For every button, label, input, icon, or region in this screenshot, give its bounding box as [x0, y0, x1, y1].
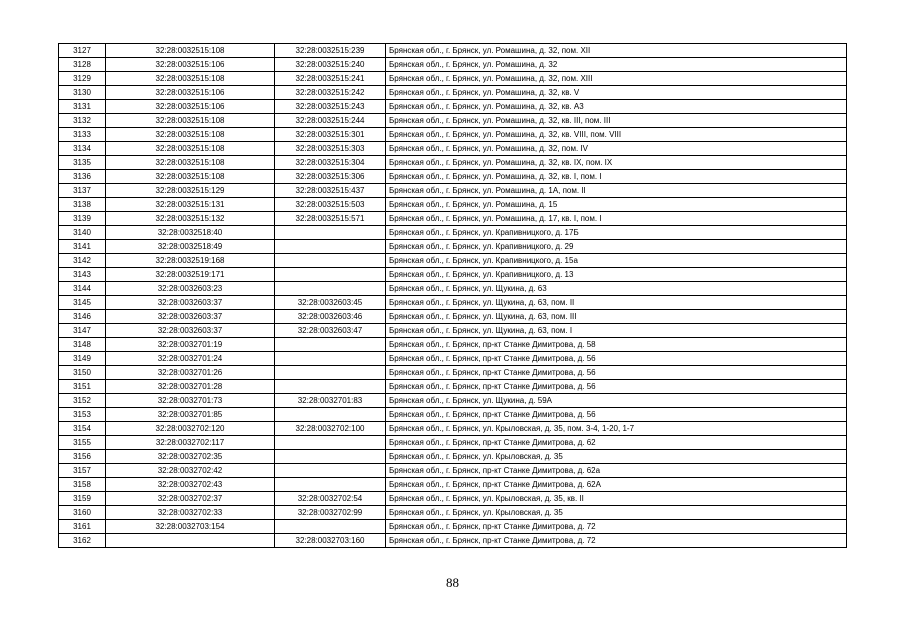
table-row — [59, 450, 847, 464]
address-cell: Брянская обл., г. Брянск, ул. Ромашина, д. 32 — [386, 58, 847, 72]
table-row — [59, 492, 847, 506]
cadastral-number-cell: 32:28:0032515:108 — [106, 72, 275, 86]
object-cadastral-number-cell: 32:28:0032603:45 — [275, 296, 386, 310]
row-number-cell: 3129 — [59, 72, 106, 86]
row-number-cell: 3143 — [59, 268, 106, 282]
address-cell: Брянская обл., г. Брянск, ул. Крапивницкого, д. 29 — [386, 240, 847, 254]
table-row — [59, 128, 847, 142]
cadastral-number-cell: 32:28:0032515:108 — [106, 114, 275, 128]
cadastral-number-cell: 32:28:0032701:73 — [106, 394, 275, 408]
row-number-cell: 3158 — [59, 478, 106, 492]
row-number-cell: 3161 — [59, 520, 106, 534]
address-cell: Брянская обл., г. Брянск, ул. Щукина, д. 63 — [386, 282, 847, 296]
cadastral-number-cell: 32:28:0032519:168 — [106, 254, 275, 268]
row-number-cell: 3151 — [59, 380, 106, 394]
object-cadastral-number-cell — [275, 366, 386, 380]
object-cadastral-number-cell: 32:28:0032702:99 — [275, 506, 386, 520]
table-row — [59, 520, 847, 534]
row-number-cell: 3144 — [59, 282, 106, 296]
table-row — [59, 534, 847, 548]
cadastral-number-cell: 32:28:0032518:40 — [106, 226, 275, 240]
row-number-cell: 3130 — [59, 86, 106, 100]
object-cadastral-number-cell: 32:28:0032701:83 — [275, 394, 386, 408]
object-cadastral-number-cell: 32:28:0032702:100 — [275, 422, 386, 436]
object-cadastral-number-cell — [275, 478, 386, 492]
address-cell: Брянская обл., г. Брянск, пр-кт Станке Димитрова, д. 58 — [386, 338, 847, 352]
table-row — [59, 310, 847, 324]
registry-table — [58, 43, 847, 548]
table-row — [59, 324, 847, 338]
object-cadastral-number-cell: 32:28:0032515:303 — [275, 142, 386, 156]
object-cadastral-number-cell: 32:28:0032515:437 — [275, 184, 386, 198]
object-cadastral-number-cell — [275, 338, 386, 352]
cadastral-number-cell: 32:28:0032701:28 — [106, 380, 275, 394]
row-number-cell: 3159 — [59, 492, 106, 506]
object-cadastral-number-cell: 32:28:0032703:160 — [275, 534, 386, 548]
cadastral-number-cell: 32:28:0032515:108 — [106, 128, 275, 142]
row-number-cell: 3162 — [59, 534, 106, 548]
row-number-cell: 3146 — [59, 310, 106, 324]
address-cell: Брянская обл., г. Брянск, ул. Ромашина, д. 32, кв. III, пом. III — [386, 114, 847, 128]
cadastral-number-cell: 32:28:0032515:108 — [106, 44, 275, 58]
address-cell: Брянская обл., г. Брянск, пр-кт Станке Димитрова, д. 72 — [386, 534, 847, 548]
object-cadastral-number-cell: 32:28:0032515:244 — [275, 114, 386, 128]
address-cell: Брянская обл., г. Брянск, пр-кт Станке Димитрова, д. 72 — [386, 520, 847, 534]
cadastral-number-cell: 32:28:0032515:108 — [106, 142, 275, 156]
address-cell: Брянская обл., г. Брянск, ул. Крапивницкого, д. 13 — [386, 268, 847, 282]
table-row — [59, 86, 847, 100]
object-cadastral-number-cell: 32:28:0032702:54 — [275, 492, 386, 506]
table-row — [59, 226, 847, 240]
table-row — [59, 464, 847, 478]
cadastral-number-cell: 32:28:0032603:37 — [106, 324, 275, 338]
cadastral-number-cell: 32:28:0032515:132 — [106, 212, 275, 226]
address-cell: Брянская обл., г. Брянск, ул. Ромашина, д. 32, кв. А3 — [386, 100, 847, 114]
address-cell: Брянская обл., г. Брянск, ул. Ромашина, д. 32, пом. XIII — [386, 72, 847, 86]
address-cell: Брянская обл., г. Брянск, пр-кт Станке Димитрова, д. 62А — [386, 478, 847, 492]
table-row — [59, 114, 847, 128]
table-row — [59, 352, 847, 366]
address-cell: Брянская обл., г. Брянск, пр-кт Станке Димитрова, д. 56 — [386, 352, 847, 366]
cadastral-number-cell: 32:28:0032603:37 — [106, 296, 275, 310]
object-cadastral-number-cell — [275, 464, 386, 478]
address-cell: Брянская обл., г. Брянск, ул. Ромашина, д. 32, пом. IV — [386, 142, 847, 156]
address-cell: Брянская обл., г. Брянск, ул. Ромашина, д. 32, кв. VIII, пом. VIII — [386, 128, 847, 142]
row-number-cell: 3128 — [59, 58, 106, 72]
address-cell: Брянская обл., г. Брянск, ул. Ромашина, д. 32, кв. IX, пом. IX — [386, 156, 847, 170]
row-number-cell: 3127 — [59, 44, 106, 58]
address-cell: Брянская обл., г. Брянск, пр-кт Станке Димитрова, д. 56 — [386, 366, 847, 380]
object-cadastral-number-cell: 32:28:0032515:242 — [275, 86, 386, 100]
address-cell: Брянская обл., г. Брянск, ул. Крыловская, д. 35 — [386, 450, 847, 464]
row-number-cell: 3153 — [59, 408, 106, 422]
address-cell: Брянская обл., г. Брянск, пр-кт Станке Димитрова, д. 62 — [386, 436, 847, 450]
object-cadastral-number-cell: 32:28:0032515:571 — [275, 212, 386, 226]
object-cadastral-number-cell — [275, 226, 386, 240]
cadastral-number-cell: 32:28:0032702:33 — [106, 506, 275, 520]
cadastral-number-cell: 32:28:0032515:129 — [106, 184, 275, 198]
cadastral-number-cell: 32:28:0032515:106 — [106, 58, 275, 72]
table-row — [59, 506, 847, 520]
row-number-cell: 3155 — [59, 436, 106, 450]
object-cadastral-number-cell: 32:28:0032603:47 — [275, 324, 386, 338]
table-row — [59, 394, 847, 408]
table-row — [59, 366, 847, 380]
page-number: 88 — [446, 575, 459, 590]
object-cadastral-number-cell: 32:28:0032515:301 — [275, 128, 386, 142]
table-row — [59, 422, 847, 436]
row-number-cell: 3149 — [59, 352, 106, 366]
row-number-cell: 3131 — [59, 100, 106, 114]
cadastral-number-cell: 32:28:0032515:131 — [106, 198, 275, 212]
cadastral-number-cell: 32:28:0032703:154 — [106, 520, 275, 534]
address-cell: Брянская обл., г. Брянск, ул. Щукина, д. 63, пом. I — [386, 324, 847, 338]
table-row — [59, 72, 847, 86]
table-row — [59, 58, 847, 72]
address-cell: Брянская обл., г. Брянск, пр-кт Станке Димитрова, д. 56 — [386, 380, 847, 394]
object-cadastral-number-cell: 32:28:0032515:306 — [275, 170, 386, 184]
object-cadastral-number-cell — [275, 408, 386, 422]
object-cadastral-number-cell — [275, 450, 386, 464]
cadastral-number-cell: 32:28:0032702:117 — [106, 436, 275, 450]
row-number-cell: 3152 — [59, 394, 106, 408]
address-cell: Брянская обл., г. Брянск, ул. Крыловская, д. 35, пом. 3-4, 1-20, 1-7 — [386, 422, 847, 436]
object-cadastral-number-cell — [275, 436, 386, 450]
cadastral-number-cell: 32:28:0032701:19 — [106, 338, 275, 352]
row-number-cell: 3132 — [59, 114, 106, 128]
address-cell: Брянская обл., г. Брянск, ул. Ромашина, д. 15 — [386, 198, 847, 212]
object-cadastral-number-cell: 32:28:0032515:241 — [275, 72, 386, 86]
table-row — [59, 184, 847, 198]
object-cadastral-number-cell: 32:28:0032515:243 — [275, 100, 386, 114]
row-number-cell: 3139 — [59, 212, 106, 226]
address-cell: Брянская обл., г. Брянск, ул. Щукина, д. 63, пом. III — [386, 310, 847, 324]
cadastral-number-cell: 32:28:0032701:24 — [106, 352, 275, 366]
cadastral-number-cell: 32:28:0032701:26 — [106, 366, 275, 380]
address-cell: Брянская обл., г. Брянск, ул. Ромашина, д. 1А, пом. II — [386, 184, 847, 198]
cadastral-number-cell: 32:28:0032702:42 — [106, 464, 275, 478]
row-number-cell: 3133 — [59, 128, 106, 142]
row-number-cell: 3150 — [59, 366, 106, 380]
table-row — [59, 156, 847, 170]
address-cell: Брянская обл., г. Брянск, ул. Ромашина, д. 32, кв. V — [386, 86, 847, 100]
row-number-cell: 3134 — [59, 142, 106, 156]
table-row — [59, 408, 847, 422]
object-cadastral-number-cell: 32:28:0032515:239 — [275, 44, 386, 58]
address-cell: Брянская обл., г. Брянск, пр-кт Станке Димитрова, д. 62а — [386, 464, 847, 478]
table-row — [59, 436, 847, 450]
object-cadastral-number-cell — [275, 352, 386, 366]
cadastral-number-cell: 32:28:0032603:37 — [106, 310, 275, 324]
row-number-cell: 3160 — [59, 506, 106, 520]
row-number-cell: 3136 — [59, 170, 106, 184]
row-number-cell: 3141 — [59, 240, 106, 254]
cadastral-number-cell: 32:28:0032515:106 — [106, 86, 275, 100]
table-row — [59, 142, 847, 156]
object-cadastral-number-cell — [275, 282, 386, 296]
table-row — [59, 240, 847, 254]
address-cell: Брянская обл., г. Брянск, ул. Крапивницкого, д. 17Б — [386, 226, 847, 240]
cadastral-number-cell: 32:28:0032519:171 — [106, 268, 275, 282]
table-row — [59, 282, 847, 296]
cadastral-number-cell: 32:28:0032518:49 — [106, 240, 275, 254]
address-cell: Брянская обл., г. Брянск, ул. Щукина, д. 63, пом. II — [386, 296, 847, 310]
object-cadastral-number-cell: 32:28:0032515:240 — [275, 58, 386, 72]
cadastral-number-cell: 32:28:0032515:108 — [106, 170, 275, 184]
cadastral-number-cell: 32:28:0032515:108 — [106, 156, 275, 170]
address-cell: Брянская обл., г. Брянск, ул. Ромашина, д. 32, кв. I, пом. I — [386, 170, 847, 184]
address-cell: Брянская обл., г. Брянск, ул. Щукина, д. 59А — [386, 394, 847, 408]
row-number-cell: 3157 — [59, 464, 106, 478]
row-number-cell: 3142 — [59, 254, 106, 268]
row-number-cell: 3147 — [59, 324, 106, 338]
table-row — [59, 212, 847, 226]
table-row — [59, 380, 847, 394]
cadastral-number-cell: 32:28:0032702:120 — [106, 422, 275, 436]
cadastral-number-cell: 32:28:0032702:37 — [106, 492, 275, 506]
table-row — [59, 478, 847, 492]
table-row — [59, 170, 847, 184]
object-cadastral-number-cell: 32:28:0032515:304 — [275, 156, 386, 170]
row-number-cell: 3138 — [59, 198, 106, 212]
address-cell: Брянская обл., г. Брянск, ул. Крыловская, д. 35, кв. II — [386, 492, 847, 506]
table-row — [59, 296, 847, 310]
row-number-cell: 3135 — [59, 156, 106, 170]
address-cell: Брянская обл., г. Брянск, пр-кт Станке Димитрова, д. 56 — [386, 408, 847, 422]
object-cadastral-number-cell — [275, 380, 386, 394]
registry-table-body — [59, 44, 847, 548]
object-cadastral-number-cell — [275, 268, 386, 282]
row-number-cell: 3148 — [59, 338, 106, 352]
table-row — [59, 268, 847, 282]
object-cadastral-number-cell — [275, 240, 386, 254]
table-row — [59, 44, 847, 58]
table-row — [59, 338, 847, 352]
cadastral-number-cell: 32:28:0032515:106 — [106, 100, 275, 114]
cadastral-number-cell: 32:28:0032702:35 — [106, 450, 275, 464]
object-cadastral-number-cell — [275, 520, 386, 534]
row-number-cell: 3137 — [59, 184, 106, 198]
cadastral-number-cell: 32:28:0032603:23 — [106, 282, 275, 296]
table-row — [59, 100, 847, 114]
table-row — [59, 198, 847, 212]
cadastral-number-cell: 32:28:0032702:43 — [106, 478, 275, 492]
row-number-cell: 3145 — [59, 296, 106, 310]
row-number-cell: 3154 — [59, 422, 106, 436]
object-cadastral-number-cell: 32:28:0032603:46 — [275, 310, 386, 324]
address-cell: Брянская обл., г. Брянск, ул. Ромашина, д. 32, пом. XII — [386, 44, 847, 58]
cadastral-number-cell — [106, 534, 275, 548]
address-cell: Брянская обл., г. Брянск, ул. Крыловская, д. 35 — [386, 506, 847, 520]
table-row — [59, 254, 847, 268]
row-number-cell: 3140 — [59, 226, 106, 240]
object-cadastral-number-cell: 32:28:0032515:503 — [275, 198, 386, 212]
address-cell: Брянская обл., г. Брянск, ул. Ромашина, д. 17, кв. I, пом. I — [386, 212, 847, 226]
row-number-cell: 3156 — [59, 450, 106, 464]
cadastral-number-cell: 32:28:0032701:85 — [106, 408, 275, 422]
address-cell: Брянская обл., г. Брянск, ул. Крапивницкого, д. 15а — [386, 254, 847, 268]
object-cadastral-number-cell — [275, 254, 386, 268]
